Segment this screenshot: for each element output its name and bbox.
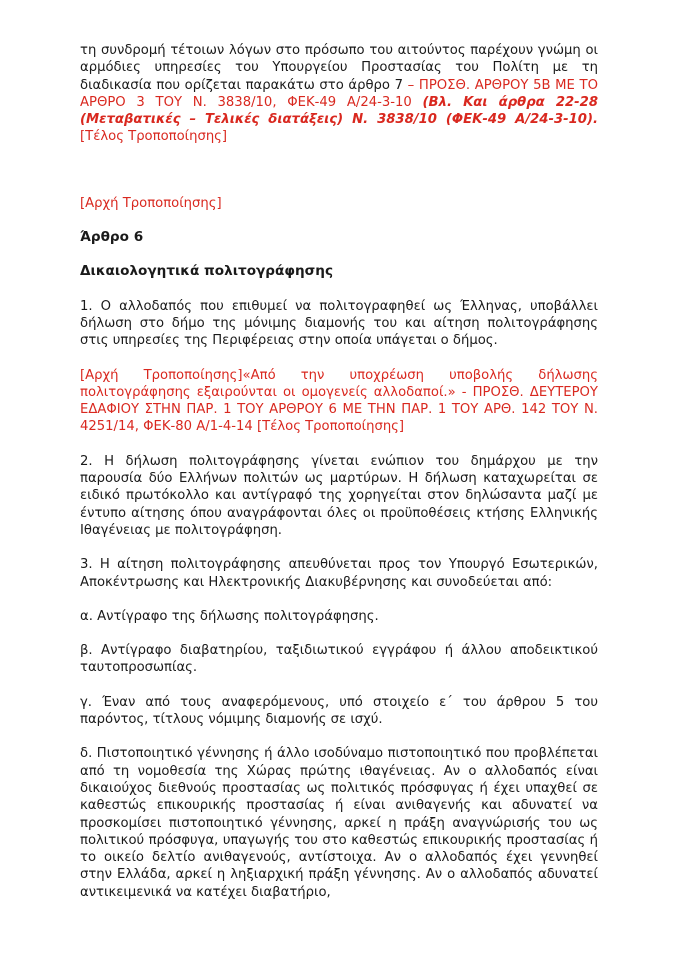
amendment-start-marker: [Αρχή Τροποποίησης] [80, 195, 222, 211]
paragraph-3: 3. Η αίτηση πολιτογράφησης απευθύνεται προς τον Υπουργό Εσωτερικών, Αποκέντρωσης και Ηλεκτρονικής Διακυβέρνησης και συνοδεύεται από: [80, 557, 598, 590]
paragraph-amendment [80, 367, 598, 436]
amendment-reference: – ΠΡΟΣΘ. ΑΡΘΡΟΥ 5Β ΜΕ ΤΟ ΑΡΘΡΟ 3 ΤΟΥ Ν. 3838/10, ΦΕΚ-49 Α/24-3-10 [80, 77, 598, 110]
paragraph-2: 2. Η δήλωση πολιτογράφησης γίνεται ενώπιον του δημάρχου με την παρουσία δύο Ελλήνων πολιτών ως μαρτύρων. Η δήλωση καταχωρείται σε ειδικό πρωτόκολλο και αντίγραφό της χορηγείται στον δηλώσαντα μαζί με έντυπο αίτησης όπου αναγράφονται όλες οι προϋποθέσεις κτήσης Ελληνικής Ιθαγένειας με πολιτογράφηση. [80, 453, 598, 538]
list-item-d: δ. Πιστοποιητικό γέννησης ή άλλο ισοδύναμο πιστοποιητικό που προβλέπεται από τη νομοθεσία της Χώρας πρώτης ιθαγένειας. Αν ο αλλοδαπός είναι δικαιούχος διεθνούς προστασίας ως πολιτικός πρόσφυγας ή έχει υπαχθεί σε καθεστώς επικουρικής προστασίας ή είναι ανιθαγενής και αδυνατεί να προσκομίσει πιστοποιητικό γέννησης, αρκεί η πράξη αναγνώρισής του ως πολιτικού πρόσφυγα, υπαγωγής του στο καθεστώς επικουρικής προστασίας ή το οικείο δελτίο ανιθαγενούς, αντίστοιχα. Αν ο αλλοδαπός έχει γεννηθεί στην Ελλάδα, αρκεί η ληξιαρχική πράξη γέννησης. Αν ο αλλοδαπός αδυνατεί αντικειμενικά να κατέχει διαβατήριο, [80, 746, 598, 900]
article-title: Άρθρο 6 [80, 229, 144, 246]
paragraph-1: 1. Ο αλλοδαπός που επιθυμεί να πολιτογραφηθεί ως Έλληνας, υποβάλλει δήλωση στο δήμο της μόνιμης διαμονής του και αίτηση πολιτογράφησης στις υπηρεσίες της Περιφέρειας στην οποία υπάγεται ο δήμος. [80, 298, 598, 349]
article-subtitle: Δικαιολογητικά πολιτογράφησης [80, 263, 333, 280]
document-page [80, 42, 598, 901]
amendment-ref-inline: - ΠΡΟΣΘ. ΔΕΥΤΕΡΟΥ ΕΔΑΦΙΟΥ ΣΤΗΝ ΠΑΡ. 1 ΤΟΥ ΑΡΘΡΟΥ 6 ΜΕ ΤΗΝ ΠΑΡ. 1 ΤΟΥ ΑΡΘ. 142 ΤΟΥ Ν. 4251/14, ΦΕΚ-80 Α/1-4-14 [Τέλος Τροποποίησης] [80, 384, 598, 435]
list-item-a: α. Αντίγραφο της δήλωσης πολιτογράφησης. [80, 608, 379, 624]
amendment-text: «Από την υποχρέωση υποβολής δήλωσης πολιτογράφησης εξαιρούνται οι ομογενείς αλλοδαποί.» [80, 367, 598, 400]
amendment-start-inline: [Αρχή Τροποποίησης] [80, 367, 243, 383]
paragraph-continuation [80, 42, 598, 146]
amendment-note: (Βλ. Και άρθρα 22-28 (Μεταβατικές – Τελικές διατάξεις) Ν. 3838/10 (ΦΕΚ-49 Α/24-3-10). [80, 94, 598, 128]
continuation-text: τη συνδρομή τέτοιων λόγων στο πρόσωπο του αιτούντος παρέχουν γνώμη οι αρμόδιες υπηρεσίες του Υπουργείου Προστασίας του Πολίτη με τη διαδικασία που ορίζεται παρακάτω στο άρθρο 7 [80, 43, 598, 93]
amendment-end-marker: [Τέλος Τροποποίησης] [80, 129, 228, 145]
list-item-b: β. Αντίγραφο διαβατηρίου, ταξιδιωτικού εγγράφου ή άλλου αποδεικτικού ταυτοπροσωπίας. [80, 643, 598, 676]
list-item-c: γ. Έναν από τους αναφερόμενους, υπό στοιχείο ε΄ του άρθρου 5 του παρόντος, τίτλους νόμιμης διαμονής σε ισχύ. [80, 694, 598, 728]
